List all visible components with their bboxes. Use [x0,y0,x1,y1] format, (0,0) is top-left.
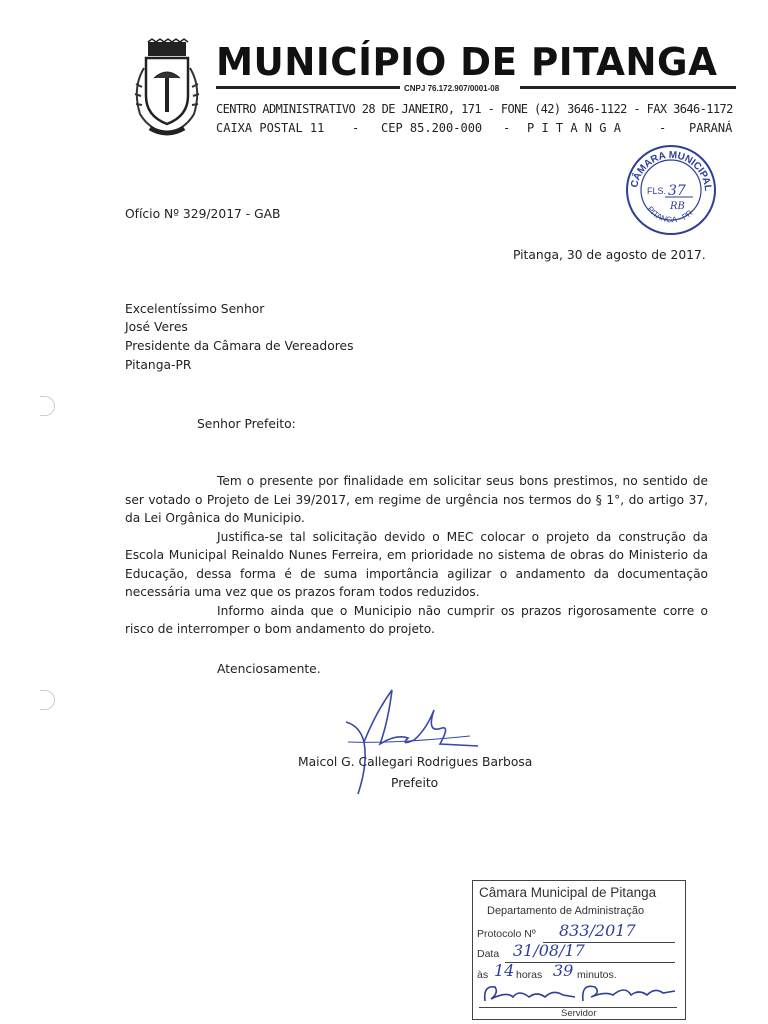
letterhead-cnpj: CNPJ 76.172.907/0001-08 [404,84,500,93]
stamp-servant-label: Servidor [561,1008,597,1019]
stamp-hours-label: horas [516,969,543,981]
seal-ring-bottom: PITANGA - PR [645,204,695,225]
recipient-line: Presidente da Câmara de Vereadores [125,339,354,353]
letterhead-cep: CEP 85.200-000 [381,121,483,135]
letter-place-date: Pitanga, 30 de agosto de 2017. [513,248,706,262]
letterhead-title: MUNICÍPIO DE PITANGA [216,40,718,84]
seal-fls-number: 37 [668,183,686,199]
punch-hole-lower [40,690,55,710]
stamp-department: Departamento de Administração [487,905,645,917]
body-paragraph: Informo ainda que o Municipio não cumprir os prazos rigorosamente corre o risco de interromper o bom andamento do projeto. [125,603,708,636]
letterhead-rule-left [216,86,400,89]
punch-hole-upper [40,396,55,416]
stamp-date-line [505,962,675,963]
seal-ring-text: CÂMARA MUNICIPAL [629,149,714,192]
stamp-heading: Câmara Municipal de Pitanga [479,885,657,900]
letterhead-separator: - [503,121,511,135]
recipient-line: José Veres [125,320,188,334]
stamp-protocol-label: Protocolo Nº [477,928,536,940]
signer-name: Maicol G. Callegari Rodrigues Barbosa [298,755,533,769]
letterhead-state: PARANÁ [689,121,733,135]
stamp-date-label: Data [477,948,500,960]
municipal-crest-icon [126,38,208,140]
letterhead-separator: - [659,121,667,135]
seal-fls-label: FLS. [647,186,667,196]
body-paragraph: Justifica-se tal solicitação devido o MEC colocar o projeto da construção da Escola Municipal Reinaldo Nunes Ferreira, em prioridade no sistema de obras do Ministerio da Educação, dessa forma é de suma importância agilizar o andamento da documentação necessária uma vez que os prazos foram todos reduzidos. [125,529,708,599]
letter-closing: Atenciosamente. [217,662,321,676]
recipient-line: Excelentíssimo Senhor [125,302,265,316]
letter-reference: Ofício Nº 329/2017 - GAB [125,207,281,221]
letter-body [125,472,708,639]
stamp-date-value: 31/08/17 [513,941,585,960]
signer-title: Prefeito [391,776,439,790]
stamp-hours-value: 14 [494,961,515,980]
chamber-seal-stamp [623,142,719,238]
servant-signature [479,981,679,1007]
recipient-line: Pitanga-PR [125,358,192,372]
letter-salutation: Senhor Prefeito: [197,417,296,431]
stamp-protocol-value: 833/2017 [559,921,636,940]
letterhead-separator: - [352,121,360,135]
stamp-minutes-value: 39 [553,961,574,980]
letterhead-city: P I T A N G A [527,121,621,135]
letterhead-rule-right [520,86,736,89]
stamp-time-prefix: às [477,969,489,981]
letterhead-address: CENTRO ADMINISTRATIVO 28 DE JANEIRO, 171 - FONE (42) 3646-1122 - FAX 3646-1172 [216,102,733,116]
body-paragraph: Tem o presente por finalidade em solicitar seus bons prestimos, no sentido de ser votado o Projeto de Lei 39/2017, em regime de urgência nos termos do § 1°, do artigo 37, da Lei Orgânica do Municipio. [125,474,708,525]
letterhead-postal-box: CAIXA POSTAL 11 [216,121,325,135]
seal-initials: RB [670,201,685,212]
stamp-minutes-label: minutos. [577,969,617,981]
protocol-stamp [472,880,686,1020]
